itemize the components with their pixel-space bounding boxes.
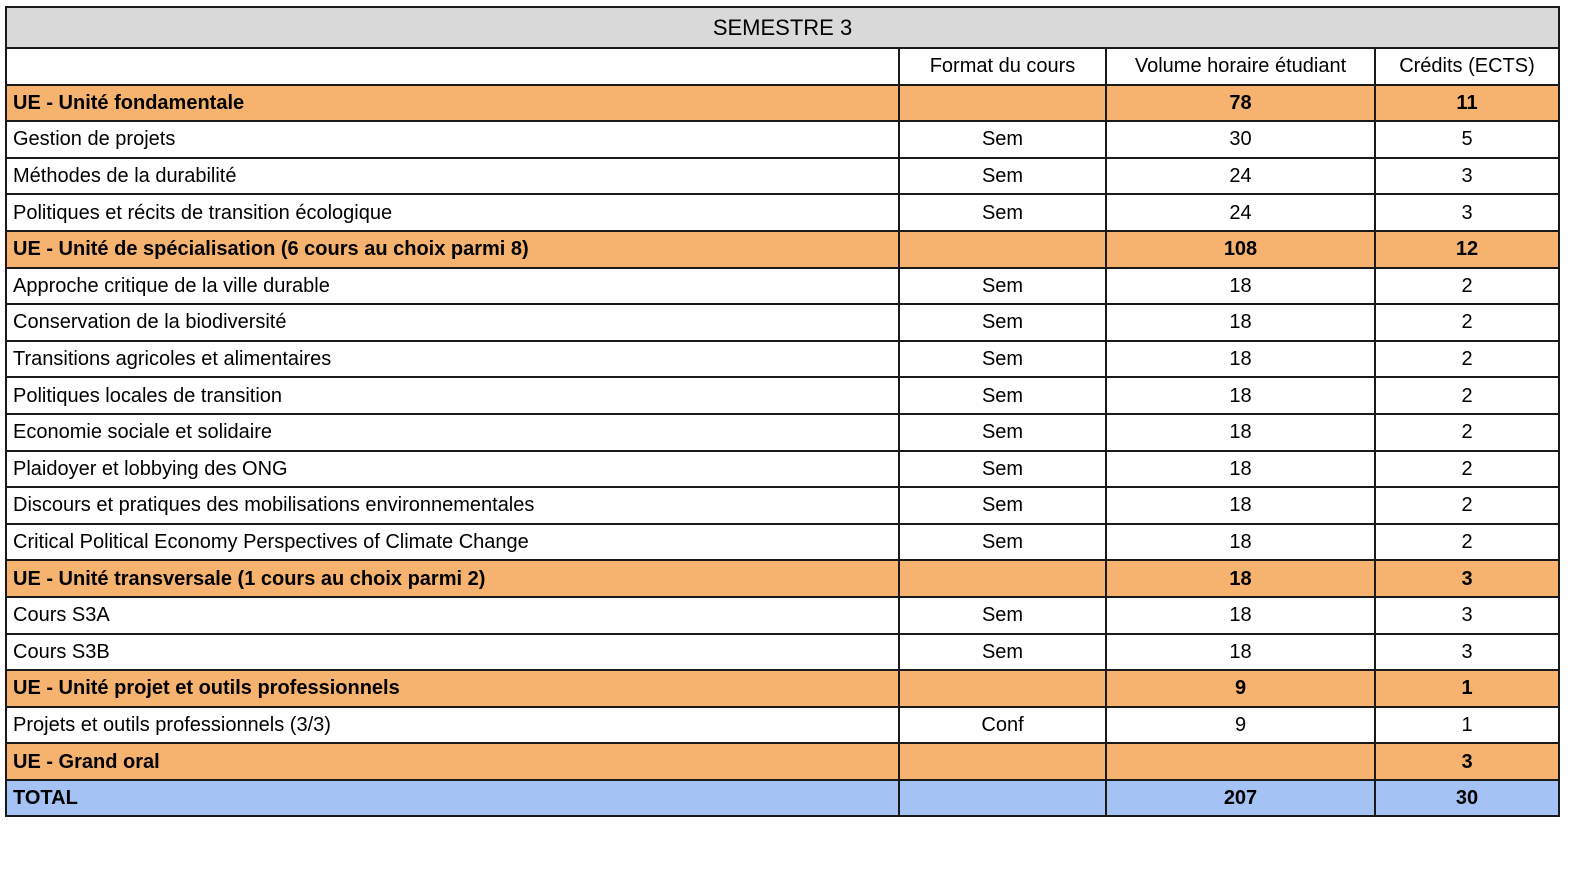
credits-cell: 2 [1375, 524, 1559, 561]
hours-cell: 18 [1106, 597, 1375, 634]
course-row [6, 414, 1559, 451]
course-row [6, 194, 1559, 231]
ue-row [6, 560, 1559, 597]
credits-cell: 1 [1375, 707, 1559, 744]
course-name-cell: Cours S3B [6, 634, 899, 671]
hours-cell: 24 [1106, 194, 1375, 231]
credits-cell: 2 [1375, 377, 1559, 414]
course-row [6, 158, 1559, 195]
credits-cell: 3 [1375, 634, 1559, 671]
course-row [6, 487, 1559, 524]
format-cell [899, 85, 1106, 122]
course-name-cell: Projets et outils professionnels (3/3) [6, 707, 899, 744]
credits-cell: 2 [1375, 451, 1559, 488]
ue-row [6, 670, 1559, 707]
hours-cell: 18 [1106, 451, 1375, 488]
semester-title: SEMESTRE 3 [6, 7, 1559, 48]
hours-cell: 9 [1106, 670, 1375, 707]
hours-cell: 18 [1106, 268, 1375, 305]
course-name-cell: Politiques locales de transition [6, 377, 899, 414]
credits-cell: 12 [1375, 231, 1559, 268]
format-cell: Sem [899, 304, 1106, 341]
header-hours: Volume horaire étudiant [1106, 48, 1375, 85]
course-name-cell: Economie sociale et solidaire [6, 414, 899, 451]
format-cell: Sem [899, 524, 1106, 561]
hours-cell: 18 [1106, 341, 1375, 378]
format-cell: Sem [899, 121, 1106, 158]
hours-cell: 30 [1106, 121, 1375, 158]
course-row [6, 121, 1559, 158]
credits-cell: 2 [1375, 268, 1559, 305]
format-cell: Sem [899, 268, 1106, 305]
hours-cell: 108 [1106, 231, 1375, 268]
format-cell: Sem [899, 414, 1106, 451]
course-row [6, 304, 1559, 341]
hours-cell: 18 [1106, 487, 1375, 524]
course-name-cell: Politiques et récits de transition écologique [6, 194, 899, 231]
credits-cell: 3 [1375, 560, 1559, 597]
header-course-name [6, 48, 899, 85]
course-row [6, 268, 1559, 305]
course-row [6, 451, 1559, 488]
course-row [6, 341, 1559, 378]
hours-cell: 18 [1106, 560, 1375, 597]
credits-cell: 3 [1375, 194, 1559, 231]
course-name-cell: UE - Unité projet et outils professionnels [6, 670, 899, 707]
format-cell: Sem [899, 341, 1106, 378]
course-name-cell: UE - Unité transversale (1 cours au choix parmi 2) [6, 560, 899, 597]
course-row [6, 597, 1559, 634]
title-row [6, 7, 1559, 48]
hours-cell: 24 [1106, 158, 1375, 195]
format-cell: Sem [899, 487, 1106, 524]
credits-cell: 3 [1375, 597, 1559, 634]
hours-cell: 78 [1106, 85, 1375, 122]
credits-cell: 2 [1375, 304, 1559, 341]
semester-table [5, 6, 1560, 817]
format-cell [899, 670, 1106, 707]
course-name-cell: Discours et pratiques des mobilisations environnementales [6, 487, 899, 524]
credits-cell: 1 [1375, 670, 1559, 707]
course-name-cell: UE - Grand oral [6, 743, 899, 780]
format-cell: Sem [899, 158, 1106, 195]
credits-cell: 5 [1375, 121, 1559, 158]
format-cell [899, 780, 1106, 817]
course-row [6, 377, 1559, 414]
format-cell [899, 743, 1106, 780]
course-name-cell: UE - Unité fondamentale [6, 85, 899, 122]
credits-cell: 3 [1375, 743, 1559, 780]
hours-cell: 18 [1106, 304, 1375, 341]
header-credits: Crédits (ECTS) [1375, 48, 1559, 85]
course-name-cell: TOTAL [6, 780, 899, 817]
course-name-cell: Transitions agricoles et alimentaires [6, 341, 899, 378]
hours-cell: 18 [1106, 524, 1375, 561]
ue-row [6, 743, 1559, 780]
credits-cell: 2 [1375, 414, 1559, 451]
course-name-cell: Conservation de la biodiversité [6, 304, 899, 341]
credits-cell: 11 [1375, 85, 1559, 122]
course-name-cell: Cours S3A [6, 597, 899, 634]
credits-cell: 2 [1375, 341, 1559, 378]
course-name-cell: Gestion de projets [6, 121, 899, 158]
total-row [6, 780, 1559, 817]
course-name-cell: UE - Unité de spécialisation (6 cours au choix parmi 8) [6, 231, 899, 268]
header-row [6, 48, 1559, 85]
format-cell: Sem [899, 194, 1106, 231]
course-row [6, 707, 1559, 744]
format-cell: Sem [899, 451, 1106, 488]
ue-row [6, 85, 1559, 122]
hours-cell: 18 [1106, 634, 1375, 671]
credits-cell: 2 [1375, 487, 1559, 524]
hours-cell: 207 [1106, 780, 1375, 817]
format-cell: Sem [899, 377, 1106, 414]
format-cell: Sem [899, 597, 1106, 634]
ue-row [6, 231, 1559, 268]
course-name-cell: Critical Political Economy Perspectives of Climate Change [6, 524, 899, 561]
course-name-cell: Approche critique de la ville durable [6, 268, 899, 305]
header-format: Format du cours [899, 48, 1106, 85]
hours-cell [1106, 743, 1375, 780]
credits-cell: 3 [1375, 158, 1559, 195]
course-row [6, 524, 1559, 561]
format-cell [899, 231, 1106, 268]
course-name-cell: Plaidoyer et lobbying des ONG [6, 451, 899, 488]
course-row [6, 634, 1559, 671]
format-cell [899, 560, 1106, 597]
credits-cell: 30 [1375, 780, 1559, 817]
format-cell: Sem [899, 634, 1106, 671]
hours-cell: 9 [1106, 707, 1375, 744]
hours-cell: 18 [1106, 414, 1375, 451]
hours-cell: 18 [1106, 377, 1375, 414]
course-name-cell: Méthodes de la durabilité [6, 158, 899, 195]
format-cell: Conf [899, 707, 1106, 744]
